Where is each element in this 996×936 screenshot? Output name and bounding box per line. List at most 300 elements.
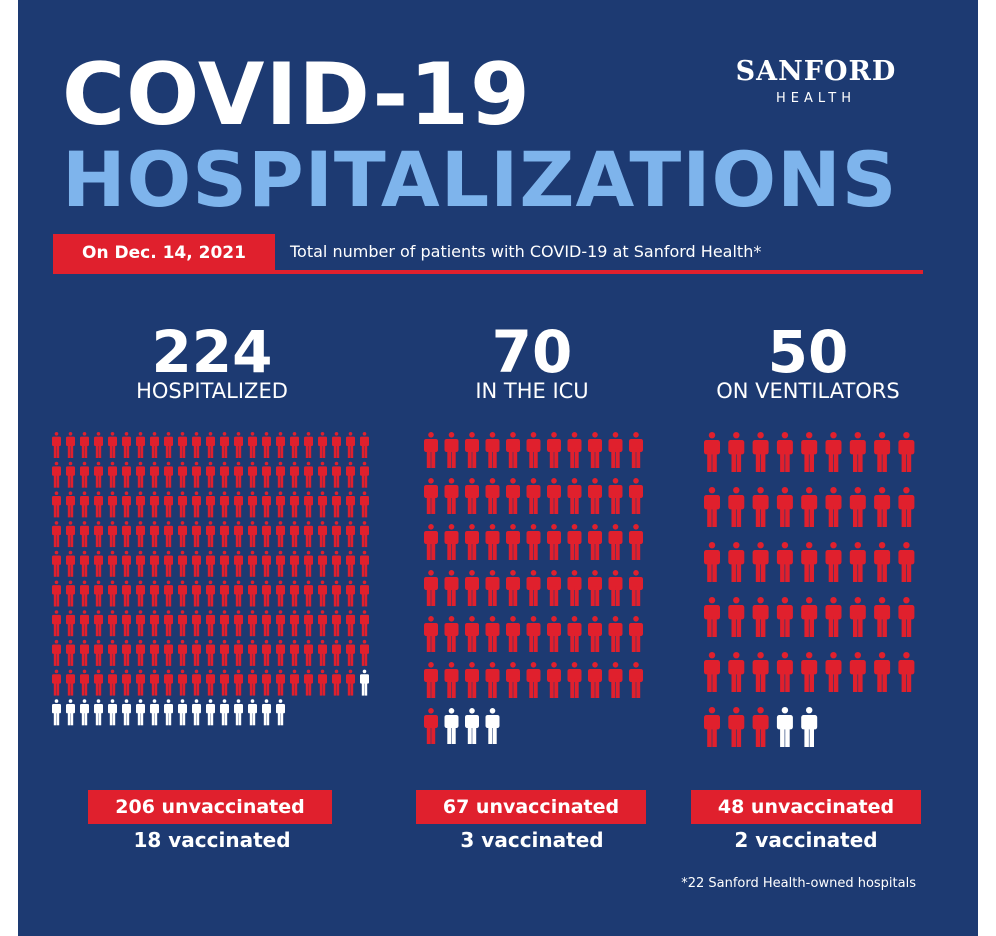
unvaccinated-person-icon bbox=[206, 462, 215, 488]
unvaccinated-person-icon bbox=[276, 432, 285, 458]
ventilators-unvaccinated-badge: 48 unvaccinated bbox=[691, 790, 921, 824]
unvaccinated-person-icon bbox=[52, 551, 61, 577]
unvaccinated-person-icon bbox=[826, 597, 842, 637]
unvaccinated-person-icon bbox=[206, 640, 215, 666]
unvaccinated-person-icon bbox=[332, 462, 341, 488]
unvaccinated-person-icon bbox=[248, 462, 257, 488]
unvaccinated-person-icon bbox=[150, 462, 159, 488]
unvaccinated-person-icon bbox=[220, 551, 229, 577]
unvaccinated-person-icon bbox=[122, 462, 131, 488]
unvaccinated-person-icon bbox=[136, 610, 145, 636]
unvaccinated-person-icon bbox=[52, 581, 61, 607]
unvaccinated-person-icon bbox=[506, 570, 520, 606]
vaccinated-person-icon bbox=[262, 699, 271, 725]
unvaccinated-person-icon bbox=[122, 521, 131, 547]
unvaccinated-person-icon bbox=[588, 616, 602, 652]
unvaccinated-person-icon bbox=[290, 491, 299, 517]
unvaccinated-person-icon bbox=[234, 521, 243, 547]
unvaccinated-person-icon bbox=[276, 491, 285, 517]
unvaccinated-person-icon bbox=[506, 524, 520, 560]
unvaccinated-person-icon bbox=[122, 610, 131, 636]
unvaccinated-person-icon bbox=[728, 432, 744, 472]
unvaccinated-person-icon bbox=[588, 524, 602, 560]
unvaccinated-person-icon bbox=[318, 551, 327, 577]
unvaccinated-person-icon bbox=[506, 616, 520, 652]
title-hospitalizations: HOSPITALIZATIONS bbox=[62, 135, 898, 224]
unvaccinated-person-icon bbox=[801, 487, 817, 527]
unvaccinated-person-icon bbox=[704, 487, 720, 527]
ventilators-label: ON VENTILATORS bbox=[716, 379, 900, 403]
unvaccinated-person-icon bbox=[445, 524, 459, 560]
unvaccinated-person-icon bbox=[547, 524, 561, 560]
unvaccinated-person-icon bbox=[290, 462, 299, 488]
unvaccinated-person-icon bbox=[122, 432, 131, 458]
unvaccinated-person-icon bbox=[527, 524, 541, 560]
unvaccinated-person-icon bbox=[728, 542, 744, 582]
unvaccinated-person-icon bbox=[94, 551, 103, 577]
unvaccinated-person-icon bbox=[445, 616, 459, 652]
unvaccinated-person-icon bbox=[94, 610, 103, 636]
unvaccinated-person-icon bbox=[898, 652, 914, 692]
icu-vaccinated-label: 3 vaccinated bbox=[460, 828, 604, 852]
unvaccinated-person-icon bbox=[445, 432, 459, 468]
unvaccinated-person-icon bbox=[66, 640, 75, 666]
unvaccinated-person-icon bbox=[192, 491, 201, 517]
unvaccinated-person-icon bbox=[424, 432, 438, 468]
unvaccinated-person-icon bbox=[801, 597, 817, 637]
unvaccinated-person-icon bbox=[192, 670, 201, 696]
subtitle: Total number of patients with COVID-19 at Sanford Health* bbox=[290, 242, 762, 261]
unvaccinated-person-icon bbox=[629, 616, 643, 652]
unvaccinated-person-icon bbox=[304, 640, 313, 666]
unvaccinated-person-icon bbox=[122, 670, 131, 696]
unvaccinated-person-icon bbox=[826, 432, 842, 472]
unvaccinated-person-icon bbox=[192, 462, 201, 488]
unvaccinated-person-icon bbox=[629, 662, 643, 698]
unvaccinated-person-icon bbox=[465, 432, 479, 468]
unvaccinated-person-icon bbox=[206, 491, 215, 517]
unvaccinated-person-icon bbox=[66, 610, 75, 636]
unvaccinated-person-icon bbox=[332, 432, 341, 458]
unvaccinated-person-icon bbox=[547, 616, 561, 652]
unvaccinated-person-icon bbox=[609, 662, 623, 698]
unvaccinated-person-icon bbox=[424, 662, 438, 698]
unvaccinated-person-icon bbox=[276, 581, 285, 607]
unvaccinated-person-icon bbox=[178, 670, 187, 696]
unvaccinated-person-icon bbox=[588, 570, 602, 606]
unvaccinated-person-icon bbox=[262, 670, 271, 696]
unvaccinated-person-icon bbox=[80, 640, 89, 666]
unvaccinated-person-icon bbox=[164, 551, 173, 577]
unvaccinated-person-icon bbox=[150, 670, 159, 696]
unvaccinated-person-icon bbox=[874, 597, 890, 637]
unvaccinated-person-icon bbox=[445, 662, 459, 698]
vaccinated-person-icon bbox=[178, 699, 187, 725]
unvaccinated-person-icon bbox=[136, 640, 145, 666]
unvaccinated-person-icon bbox=[178, 581, 187, 607]
vaccinated-person-icon bbox=[122, 699, 131, 725]
unvaccinated-person-icon bbox=[66, 581, 75, 607]
unvaccinated-person-icon bbox=[80, 521, 89, 547]
unvaccinated-person-icon bbox=[318, 521, 327, 547]
unvaccinated-person-icon bbox=[588, 478, 602, 514]
unvaccinated-person-icon bbox=[150, 491, 159, 517]
unvaccinated-person-icon bbox=[346, 581, 355, 607]
vaccinated-person-icon bbox=[360, 670, 369, 696]
vaccinated-person-icon bbox=[66, 699, 75, 725]
unvaccinated-person-icon bbox=[220, 491, 229, 517]
unvaccinated-person-icon bbox=[108, 551, 117, 577]
unvaccinated-person-icon bbox=[164, 581, 173, 607]
unvaccinated-person-icon bbox=[777, 487, 793, 527]
unvaccinated-person-icon bbox=[318, 670, 327, 696]
hospitalized-total: 224 bbox=[151, 318, 273, 386]
icu-total: 70 bbox=[491, 318, 573, 386]
unvaccinated-person-icon bbox=[80, 432, 89, 458]
unvaccinated-person-icon bbox=[136, 521, 145, 547]
unvaccinated-person-icon bbox=[332, 670, 341, 696]
unvaccinated-person-icon bbox=[704, 432, 720, 472]
unvaccinated-person-icon bbox=[898, 432, 914, 472]
unvaccinated-person-icon bbox=[248, 521, 257, 547]
unvaccinated-person-icon bbox=[486, 570, 500, 606]
unvaccinated-person-icon bbox=[178, 640, 187, 666]
unvaccinated-person-icon bbox=[192, 521, 201, 547]
unvaccinated-person-icon bbox=[360, 432, 369, 458]
unvaccinated-person-icon bbox=[332, 551, 341, 577]
icu-pictogram bbox=[420, 428, 644, 758]
unvaccinated-person-icon bbox=[547, 478, 561, 514]
vaccinated-person-icon bbox=[801, 707, 817, 747]
logo-sub: HEALTH bbox=[775, 91, 857, 106]
unvaccinated-person-icon bbox=[568, 432, 582, 468]
unvaccinated-person-icon bbox=[192, 610, 201, 636]
unvaccinated-person-icon bbox=[568, 662, 582, 698]
logo-name: SANFORD bbox=[735, 56, 897, 87]
unvaccinated-person-icon bbox=[486, 616, 500, 652]
unvaccinated-person-icon bbox=[850, 487, 866, 527]
unvaccinated-person-icon bbox=[527, 616, 541, 652]
unvaccinated-person-icon bbox=[234, 551, 243, 577]
unvaccinated-person-icon bbox=[262, 521, 271, 547]
unvaccinated-person-icon bbox=[80, 491, 89, 517]
unvaccinated-person-icon bbox=[290, 640, 299, 666]
unvaccinated-person-icon bbox=[178, 551, 187, 577]
unvaccinated-person-icon bbox=[178, 521, 187, 547]
unvaccinated-person-icon bbox=[486, 524, 500, 560]
unvaccinated-person-icon bbox=[424, 524, 438, 560]
unvaccinated-person-icon bbox=[568, 616, 582, 652]
unvaccinated-person-icon bbox=[898, 487, 914, 527]
unvaccinated-person-icon bbox=[136, 491, 145, 517]
ventilators-vaccinated-label: 2 vaccinated bbox=[734, 828, 878, 852]
unvaccinated-person-icon bbox=[527, 432, 541, 468]
unvaccinated-person-icon bbox=[178, 610, 187, 636]
vaccinated-person-icon bbox=[192, 699, 201, 725]
unvaccinated-person-icon bbox=[262, 551, 271, 577]
unvaccinated-person-icon bbox=[290, 610, 299, 636]
unvaccinated-person-icon bbox=[826, 542, 842, 582]
unvaccinated-person-icon bbox=[465, 616, 479, 652]
unvaccinated-person-icon bbox=[801, 652, 817, 692]
unvaccinated-person-icon bbox=[346, 551, 355, 577]
unvaccinated-person-icon bbox=[164, 491, 173, 517]
unvaccinated-person-icon bbox=[206, 610, 215, 636]
unvaccinated-person-icon bbox=[360, 610, 369, 636]
unvaccinated-person-icon bbox=[346, 432, 355, 458]
unvaccinated-person-icon bbox=[164, 640, 173, 666]
unvaccinated-person-icon bbox=[150, 640, 159, 666]
vaccinated-person-icon bbox=[234, 699, 243, 725]
unvaccinated-person-icon bbox=[465, 524, 479, 560]
unvaccinated-person-icon bbox=[206, 581, 215, 607]
unvaccinated-person-icon bbox=[874, 487, 890, 527]
unvaccinated-person-icon bbox=[192, 640, 201, 666]
unvaccinated-person-icon bbox=[304, 551, 313, 577]
unvaccinated-person-icon bbox=[360, 581, 369, 607]
unvaccinated-person-icon bbox=[220, 610, 229, 636]
unvaccinated-person-icon bbox=[150, 581, 159, 607]
unvaccinated-person-icon bbox=[108, 432, 117, 458]
unvaccinated-person-icon bbox=[248, 432, 257, 458]
unvaccinated-person-icon bbox=[445, 570, 459, 606]
unvaccinated-person-icon bbox=[360, 521, 369, 547]
unvaccinated-person-icon bbox=[290, 432, 299, 458]
unvaccinated-person-icon bbox=[52, 670, 61, 696]
unvaccinated-person-icon bbox=[318, 432, 327, 458]
unvaccinated-person-icon bbox=[753, 542, 769, 582]
unvaccinated-person-icon bbox=[220, 640, 229, 666]
unvaccinated-person-icon bbox=[360, 491, 369, 517]
vaccinated-person-icon bbox=[248, 699, 257, 725]
unvaccinated-person-icon bbox=[80, 670, 89, 696]
unvaccinated-person-icon bbox=[262, 610, 271, 636]
unvaccinated-person-icon bbox=[150, 432, 159, 458]
unvaccinated-person-icon bbox=[290, 670, 299, 696]
unvaccinated-person-icon bbox=[486, 662, 500, 698]
unvaccinated-person-icon bbox=[424, 478, 438, 514]
unvaccinated-person-icon bbox=[220, 521, 229, 547]
footnote: *22 Sanford Health-owned hospitals bbox=[681, 876, 916, 891]
unvaccinated-person-icon bbox=[728, 597, 744, 637]
sanford-health-logo bbox=[722, 58, 910, 106]
unvaccinated-person-icon bbox=[777, 597, 793, 637]
unvaccinated-person-icon bbox=[304, 521, 313, 547]
unvaccinated-person-icon bbox=[318, 491, 327, 517]
unvaccinated-person-icon bbox=[122, 491, 131, 517]
unvaccinated-person-icon bbox=[332, 610, 341, 636]
vaccinated-person-icon bbox=[108, 699, 117, 725]
unvaccinated-person-icon bbox=[304, 610, 313, 636]
unvaccinated-person-icon bbox=[874, 432, 890, 472]
unvaccinated-person-icon bbox=[346, 640, 355, 666]
icu-label: IN THE ICU bbox=[475, 379, 589, 403]
unvaccinated-person-icon bbox=[108, 670, 117, 696]
unvaccinated-person-icon bbox=[486, 432, 500, 468]
unvaccinated-person-icon bbox=[527, 478, 541, 514]
unvaccinated-person-icon bbox=[874, 652, 890, 692]
vaccinated-person-icon bbox=[465, 708, 479, 744]
unvaccinated-person-icon bbox=[122, 640, 131, 666]
unvaccinated-person-icon bbox=[506, 662, 520, 698]
unvaccinated-person-icon bbox=[318, 581, 327, 607]
unvaccinated-person-icon bbox=[547, 432, 561, 468]
vaccinated-person-icon bbox=[80, 699, 89, 725]
unvaccinated-person-icon bbox=[136, 462, 145, 488]
unvaccinated-person-icon bbox=[728, 487, 744, 527]
unvaccinated-person-icon bbox=[704, 597, 720, 637]
unvaccinated-person-icon bbox=[108, 610, 117, 636]
unvaccinated-person-icon bbox=[346, 610, 355, 636]
unvaccinated-person-icon bbox=[234, 491, 243, 517]
unvaccinated-person-icon bbox=[332, 581, 341, 607]
unvaccinated-person-icon bbox=[290, 521, 299, 547]
unvaccinated-person-icon bbox=[609, 478, 623, 514]
vaccinated-person-icon bbox=[136, 699, 145, 725]
unvaccinated-person-icon bbox=[850, 432, 866, 472]
unvaccinated-person-icon bbox=[262, 581, 271, 607]
vaccinated-person-icon bbox=[486, 708, 500, 744]
unvaccinated-person-icon bbox=[94, 462, 103, 488]
unvaccinated-person-icon bbox=[66, 551, 75, 577]
unvaccinated-person-icon bbox=[568, 478, 582, 514]
unvaccinated-person-icon bbox=[826, 487, 842, 527]
unvaccinated-person-icon bbox=[304, 670, 313, 696]
unvaccinated-person-icon bbox=[826, 652, 842, 692]
unvaccinated-person-icon bbox=[465, 570, 479, 606]
unvaccinated-person-icon bbox=[80, 551, 89, 577]
unvaccinated-person-icon bbox=[52, 610, 61, 636]
unvaccinated-person-icon bbox=[108, 581, 117, 607]
unvaccinated-person-icon bbox=[80, 581, 89, 607]
vaccinated-person-icon bbox=[94, 699, 103, 725]
unvaccinated-person-icon bbox=[66, 521, 75, 547]
unvaccinated-person-icon bbox=[234, 581, 243, 607]
unvaccinated-person-icon bbox=[66, 491, 75, 517]
unvaccinated-person-icon bbox=[248, 670, 257, 696]
unvaccinated-person-icon bbox=[94, 670, 103, 696]
unvaccinated-person-icon bbox=[728, 707, 744, 747]
unvaccinated-person-icon bbox=[753, 707, 769, 747]
vaccinated-person-icon bbox=[164, 699, 173, 725]
unvaccinated-person-icon bbox=[276, 640, 285, 666]
unvaccinated-person-icon bbox=[248, 610, 257, 636]
unvaccinated-person-icon bbox=[360, 640, 369, 666]
unvaccinated-person-icon bbox=[704, 652, 720, 692]
unvaccinated-person-icon bbox=[753, 487, 769, 527]
unvaccinated-person-icon bbox=[234, 462, 243, 488]
unvaccinated-person-icon bbox=[568, 524, 582, 560]
unvaccinated-person-icon bbox=[206, 521, 215, 547]
date-badge: On Dec. 14, 2021 bbox=[53, 234, 275, 272]
unvaccinated-person-icon bbox=[164, 462, 173, 488]
unvaccinated-person-icon bbox=[304, 432, 313, 458]
unvaccinated-person-icon bbox=[424, 616, 438, 652]
unvaccinated-person-icon bbox=[801, 432, 817, 472]
unvaccinated-person-icon bbox=[753, 652, 769, 692]
unvaccinated-person-icon bbox=[206, 432, 215, 458]
unvaccinated-person-icon bbox=[220, 670, 229, 696]
ventilators-total: 50 bbox=[767, 318, 849, 386]
unvaccinated-person-icon bbox=[52, 462, 61, 488]
unvaccinated-person-icon bbox=[192, 551, 201, 577]
unvaccinated-person-icon bbox=[547, 662, 561, 698]
icu-unvaccinated-badge: 67 unvaccinated bbox=[416, 790, 646, 824]
unvaccinated-person-icon bbox=[262, 491, 271, 517]
unvaccinated-person-icon bbox=[108, 521, 117, 547]
unvaccinated-person-icon bbox=[276, 670, 285, 696]
unvaccinated-person-icon bbox=[318, 610, 327, 636]
unvaccinated-person-icon bbox=[290, 581, 299, 607]
vaccinated-person-icon bbox=[777, 707, 793, 747]
unvaccinated-person-icon bbox=[52, 640, 61, 666]
unvaccinated-person-icon bbox=[424, 708, 438, 744]
unvaccinated-person-icon bbox=[276, 551, 285, 577]
unvaccinated-person-icon bbox=[52, 521, 61, 547]
unvaccinated-person-icon bbox=[609, 432, 623, 468]
unvaccinated-person-icon bbox=[346, 521, 355, 547]
title-covid19: COVID-19 bbox=[62, 45, 531, 145]
unvaccinated-person-icon bbox=[588, 662, 602, 698]
unvaccinated-person-icon bbox=[150, 551, 159, 577]
unvaccinated-person-icon bbox=[262, 462, 271, 488]
unvaccinated-person-icon bbox=[164, 670, 173, 696]
unvaccinated-person-icon bbox=[164, 610, 173, 636]
unvaccinated-person-icon bbox=[318, 640, 327, 666]
unvaccinated-person-icon bbox=[360, 462, 369, 488]
unvaccinated-person-icon bbox=[629, 432, 643, 468]
unvaccinated-person-icon bbox=[898, 597, 914, 637]
unvaccinated-person-icon bbox=[66, 432, 75, 458]
unvaccinated-person-icon bbox=[304, 491, 313, 517]
hospitalized-label: HOSPITALIZED bbox=[136, 379, 288, 403]
unvaccinated-person-icon bbox=[206, 670, 215, 696]
unvaccinated-person-icon bbox=[276, 521, 285, 547]
unvaccinated-person-icon bbox=[136, 551, 145, 577]
unvaccinated-person-icon bbox=[164, 521, 173, 547]
vaccinated-person-icon bbox=[276, 699, 285, 725]
unvaccinated-person-icon bbox=[588, 432, 602, 468]
unvaccinated-person-icon bbox=[262, 640, 271, 666]
unvaccinated-person-icon bbox=[234, 432, 243, 458]
unvaccinated-person-icon bbox=[94, 491, 103, 517]
unvaccinated-person-icon bbox=[704, 707, 720, 747]
unvaccinated-person-icon bbox=[80, 462, 89, 488]
unvaccinated-person-icon bbox=[52, 491, 61, 517]
unvaccinated-person-icon bbox=[486, 478, 500, 514]
unvaccinated-person-icon bbox=[276, 462, 285, 488]
unvaccinated-person-icon bbox=[332, 521, 341, 547]
unvaccinated-person-icon bbox=[506, 478, 520, 514]
unvaccinated-person-icon bbox=[136, 670, 145, 696]
unvaccinated-person-icon bbox=[332, 491, 341, 517]
unvaccinated-person-icon bbox=[527, 570, 541, 606]
unvaccinated-person-icon bbox=[136, 581, 145, 607]
unvaccinated-person-icon bbox=[178, 462, 187, 488]
unvaccinated-person-icon bbox=[424, 570, 438, 606]
unvaccinated-person-icon bbox=[178, 432, 187, 458]
unvaccinated-person-icon bbox=[506, 432, 520, 468]
unvaccinated-person-icon bbox=[753, 597, 769, 637]
unvaccinated-person-icon bbox=[248, 551, 257, 577]
vaccinated-person-icon bbox=[206, 699, 215, 725]
unvaccinated-person-icon bbox=[108, 640, 117, 666]
vaccinated-person-icon bbox=[52, 699, 61, 725]
unvaccinated-person-icon bbox=[850, 652, 866, 692]
unvaccinated-person-icon bbox=[94, 581, 103, 607]
unvaccinated-person-icon bbox=[94, 521, 103, 547]
unvaccinated-person-icon bbox=[164, 432, 173, 458]
